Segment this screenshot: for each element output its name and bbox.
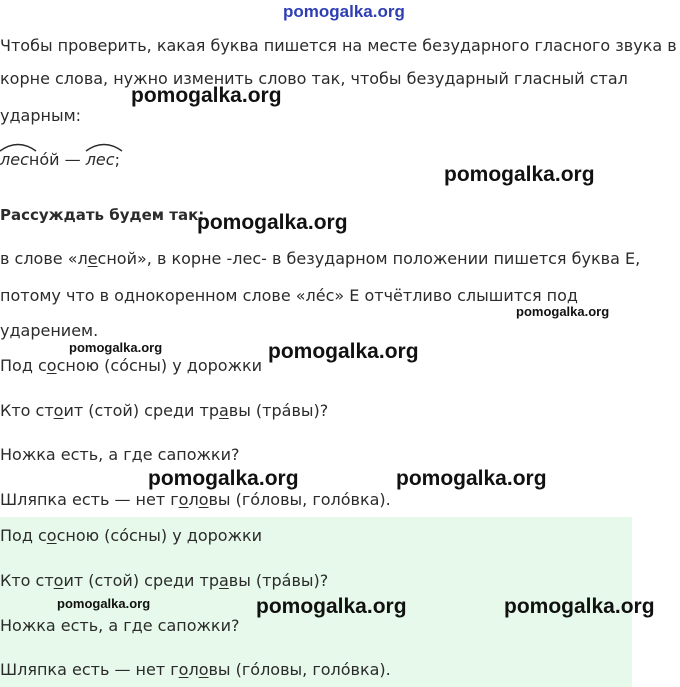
underlined-vowel: о	[198, 660, 209, 679]
rule-line-1: Чтобы проверить, какая буква пишется на месте безударного гласного звука в	[0, 36, 677, 55]
underlined-vowel: а	[218, 401, 229, 420]
poem-text: ит (стой) среди тр	[63, 401, 219, 420]
underlined-vowel: е	[87, 249, 98, 268]
poem-text: л	[188, 660, 199, 679]
reasoning-line-2: потому что в однокоренном слове «ле́с» Е отчётливо слышится под	[0, 286, 578, 305]
watermark: pomogalka.org	[131, 84, 282, 107]
poem-text: Шляпка есть — нет г	[0, 490, 179, 509]
answer-poem-line-2	[0, 571, 328, 591]
answer-poem-line-4	[0, 660, 391, 680]
underlined-vowel: о	[46, 526, 57, 545]
poem-text: Кто ст	[0, 401, 54, 420]
watermark: pomogalka.org	[256, 595, 407, 618]
underlined-vowel: о	[46, 356, 57, 375]
poem-text: л	[188, 490, 199, 509]
poem-text: вы (го́ловы, голо́вка).	[208, 660, 391, 679]
poem-text: вы (тра́вы)?	[228, 571, 329, 590]
watermark: pomogalka.org	[197, 211, 348, 234]
answer-poem-line-1	[0, 526, 262, 546]
poem-text: Шляпка есть — нет г	[0, 660, 179, 679]
root-arc-icon	[84, 140, 124, 152]
rule-line-2: корне слова, нужно изменить слово так, чтобы безударный гласный стал	[0, 69, 628, 88]
watermark: pomogalka.org	[444, 163, 595, 186]
underlined-vowel: а	[218, 571, 229, 590]
poem-line-1	[0, 356, 262, 376]
poem-line-4	[0, 490, 391, 510]
poem-line-2	[0, 401, 328, 421]
underlined-vowel: о	[178, 660, 189, 679]
poem-text: Кто ст	[0, 571, 54, 590]
underlined-vowel: о	[178, 490, 189, 509]
watermark: pomogalka.org	[148, 467, 299, 490]
poem-line-3	[0, 445, 239, 465]
reasoning-line-3: ударением.	[0, 321, 99, 340]
reasoning-text: в слове «л	[0, 249, 88, 268]
poem-text: вы (тра́вы)?	[228, 401, 329, 420]
poem-text: вы (го́ловы, голо́вка).	[208, 490, 391, 509]
underlined-vowel: о	[53, 401, 64, 420]
answer-poem-line-3	[0, 616, 239, 636]
poem-text: ит (стой) среди тр	[63, 571, 219, 590]
poem-text: сною (со́сны) у дорожки	[56, 526, 263, 545]
example-root-2: лес	[85, 150, 115, 169]
watermark: pomogalka.org	[516, 304, 610, 319]
poem-text: Под с	[0, 526, 47, 545]
site-watermark-top: pomogalka.org	[283, 2, 405, 21]
watermark: pomogalka.org	[504, 595, 655, 618]
example-rest-1: но́й —	[28, 150, 81, 169]
root-arc-icon	[0, 140, 38, 152]
reasoning-line-1	[0, 249, 640, 269]
watermark: pomogalka.org	[69, 340, 163, 355]
root-mark-1	[0, 150, 29, 170]
poem-text: Под с	[0, 356, 47, 375]
rule-line-3: ударным:	[0, 106, 82, 125]
reasoning-heading: Рассуждать будем так:	[0, 206, 205, 224]
poem-text: сною (со́сны) у дорожки	[56, 356, 263, 375]
example-end: ;	[114, 150, 120, 169]
example-root-1: лес	[0, 150, 29, 169]
watermark: pomogalka.org	[268, 340, 419, 363]
example-line	[0, 150, 120, 170]
underlined-vowel: о	[53, 571, 64, 590]
watermark: pomogalka.org	[57, 596, 151, 611]
poem-text: Ножка есть, а где сапожки?	[0, 445, 240, 464]
watermark: pomogalka.org	[396, 467, 547, 490]
root-mark-2	[86, 150, 115, 170]
underlined-vowel: о	[198, 490, 209, 509]
poem-text: Ножка есть, а где сапожки?	[0, 616, 240, 635]
reasoning-text: сной», в корне -лес- в безударном положении пишется буква Е,	[97, 249, 641, 268]
